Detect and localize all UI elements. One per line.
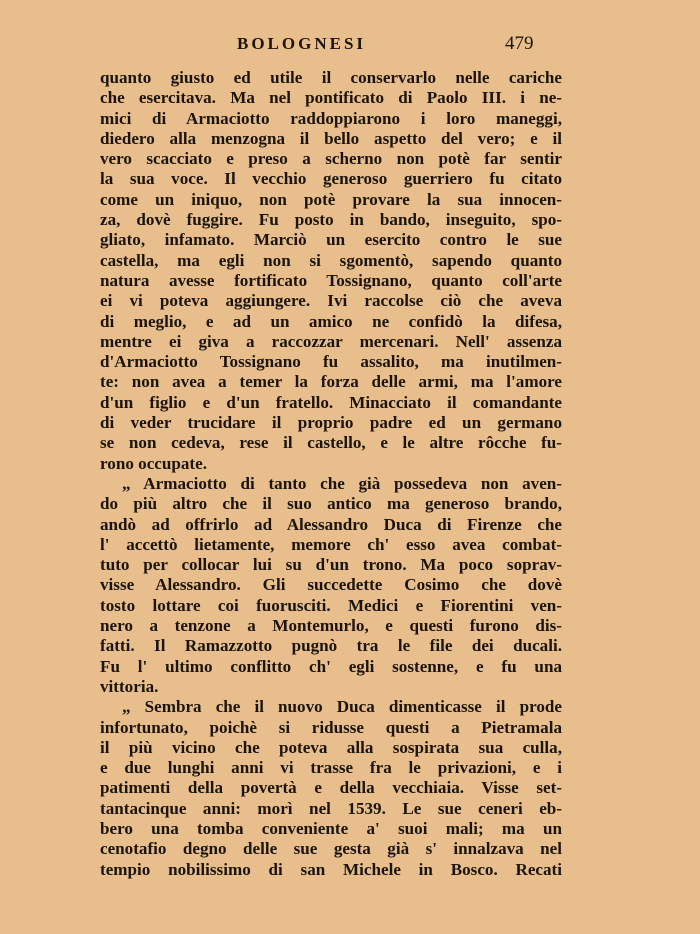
body-text	[100, 68, 562, 880]
text-line: l' accettò lietamente, memore ch' esso avea combat-	[100, 534, 562, 554]
text-line: cenotafio degno delle sue gesta già s' innalzava nel	[100, 839, 562, 859]
text-line: se non cedeva, rese il castello, e le altre rôcche fu-	[100, 433, 562, 453]
paragraph-start-line: „ Armaciotto di tanto che già possedeva non aven-	[122, 473, 562, 493]
text-line: nero a tenzone a Montemurlo, e questi furono dis-	[100, 616, 562, 636]
text-line: te: non avea a temer la forza delle armi, ma l'amore	[100, 372, 562, 392]
text-line: vero scacciato e preso a scherno non potè far sentir	[100, 149, 562, 169]
text-line: tuto per collocar lui su d'un trono. Ma poco soprav-	[100, 555, 562, 575]
page-number: 479	[505, 33, 534, 54]
text-line: d'un figlio e d'un fratello. Minacciato il comandante	[100, 392, 562, 412]
text-line: il più vicino che poteva alla sospirata sua culla,	[100, 737, 562, 757]
text-line: come un iniquo, non potè provare la sua innocen-	[100, 189, 562, 209]
text-line: do più altro che il suo antico ma generoso brando,	[100, 494, 562, 514]
text-line: natura avesse fortificato Tossignano, quanto coll'arte	[100, 270, 562, 290]
text-line: d'Armaciotto Tossignano fu assalito, ma inutilmen-	[100, 352, 562, 372]
paragraph-end-line: rono occupate.	[100, 453, 207, 473]
text-line: Fu l' ultimo conflitto ch' egli sostenne, e fu una	[100, 656, 562, 676]
text-line: di meglio, e ad un amico ne confidò la difesa,	[100, 311, 562, 331]
text-line: infortunato, poichè si ridusse questi a Pietramala	[100, 717, 562, 737]
text-line: la sua voce. Il vecchio generoso guerriero fu citato	[100, 169, 562, 189]
text-line: ei vi poteva aggiungere. Ivi raccolse ciò che aveva	[100, 291, 562, 311]
text-line: di veder trucidare il proprio padre ed un germano	[100, 413, 562, 433]
paragraph-end-line: vittoria.	[100, 676, 159, 696]
text-line: za, dovè fuggire. Fu posto in bando, inseguito, spo-	[100, 210, 562, 230]
text-line: bero una tomba conveniente a' suoi mali; ma un	[100, 818, 562, 838]
text-line: e due lunghi anni vi trasse fra le privazioni, e i	[100, 758, 562, 778]
text-line: mentre ei giva a raccozzar mercenari. Nell' assenza	[100, 331, 562, 351]
text-line: castella, ma egli non si sgomentò, sapendo quanto	[100, 250, 562, 270]
text-line: mici di Armaciotto raddoppiarono i loro maneggi,	[100, 108, 562, 128]
text-line: tantacinque anni: morì nel 1539. Le sue ceneri eb-	[100, 798, 562, 818]
text-line: che esercitava. Ma nel pontificato di Paolo III. i ne-	[100, 88, 562, 108]
text-line: visse Alessandro. Gli succedette Cosimo che dovè	[100, 575, 562, 595]
paragraph-start-line: „ Sembra che il nuovo Duca dimenticasse il prode	[122, 697, 562, 717]
text-line: tosto lottare coi fuorusciti. Medici e Fiorentini ven-	[100, 595, 562, 615]
text-line: quanto giusto ed utile il conservarlo nelle cariche	[100, 68, 562, 87]
text-line: gliato, infamato. Marciò un esercito contro le sue	[100, 230, 562, 250]
text-line: tempio nobilissimo di san Michele in Bosco. Recati	[100, 859, 562, 879]
text-line: andò ad offrirlo ad Alessandro Duca di Firenze che	[100, 514, 562, 534]
text-line: fatti. Il Ramazzotto pugnò tra le file dei ducali.	[100, 636, 562, 656]
text-line: patimenti della povertà e della vecchiaia. Visse set-	[100, 778, 562, 798]
running-head: BOLOGNESI	[237, 34, 367, 53]
text-line: diedero alla menzogna il bello aspetto del vero; e il	[100, 128, 562, 148]
